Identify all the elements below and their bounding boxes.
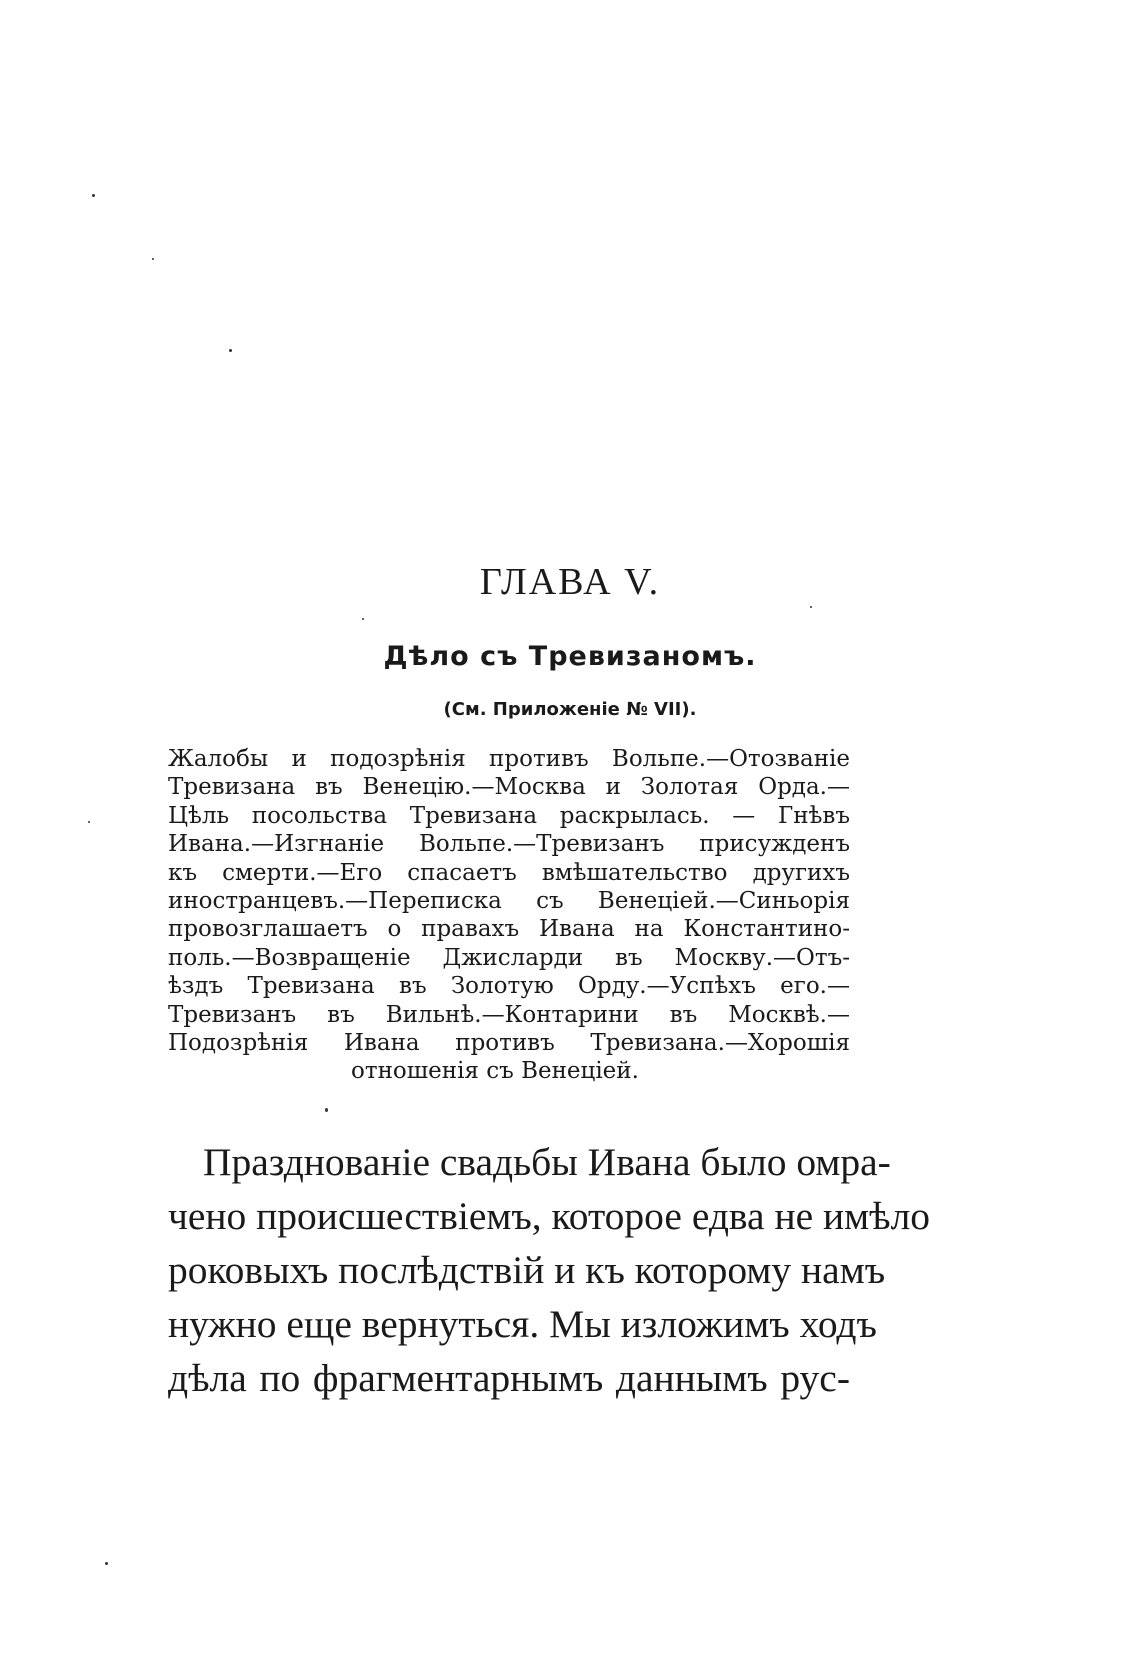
summary-line: Жалобы и подозрѣнія противъ Вольпе.—Отозваніе — [168, 746, 850, 772]
body-paragraph — [168, 1135, 931, 1405]
summary-line: ѣздъ Тревизана въ Золотую Орду.—Успѣхъ его.— — [168, 973, 850, 1000]
summary-line: Подозрѣнія Ивана противъ Тревизана.—Хорошія — [168, 1029, 850, 1056]
chapter-summary — [168, 745, 850, 1086]
scan-speck — [92, 194, 95, 197]
summary-line: поль.—Возвращеніе Джисларди въ Москву.—Отъ- — [168, 944, 850, 971]
scan-speck — [325, 1108, 328, 1112]
scan-speck — [105, 1562, 108, 1565]
summary-line: Тревизана въ Венецію.—Москва и Золотая Орда.— — [168, 774, 850, 801]
summary-line: Тревизанъ въ Вильнѣ.—Контарини въ Москвѣ.— — [168, 1001, 850, 1028]
summary-line: Ивана.—Изгнаніе Вольпе.—Тревизанъ присужденъ — [168, 831, 850, 858]
summary-line: провозглашаетъ о правахъ Ивана на Константино- — [168, 916, 850, 943]
body-line: нужно еще вернуться. Мы изложимъ ходъ — [168, 1302, 877, 1346]
body-line: чено происшествіемъ, которое едва не имѣло — [168, 1194, 931, 1238]
scan-speck — [362, 618, 364, 620]
body-line: Празднованіе свадьбы Ивана было омра- — [203, 1140, 891, 1184]
body-line: дѣла по фрагментарнымъ даннымъ рус- — [168, 1356, 850, 1400]
section-title: Дѣло съ Тревизаномъ. — [383, 641, 757, 672]
body-line: роковыхъ послѣдствій и къ которому намъ — [168, 1248, 886, 1292]
summary-line: отношенія съ Венеціей. — [351, 1058, 639, 1085]
scan-speck — [152, 258, 154, 260]
scan-speck — [810, 606, 812, 608]
scan-speck — [88, 821, 90, 823]
chapter-title: ГЛАВА V. — [479, 561, 661, 603]
appendix-reference: (См. Приложеніе № VII). — [443, 699, 697, 720]
summary-line: Цѣль посольства Тревизана раскрылась. — Гнѣвъ — [168, 802, 850, 829]
summary-line: иностранцевъ.—Переписка съ Венеціей.—Синьорія — [168, 887, 850, 914]
summary-line: къ смерти.—Его спасаетъ вмѣшательство другихъ — [168, 859, 850, 886]
scan-speck — [229, 349, 232, 352]
